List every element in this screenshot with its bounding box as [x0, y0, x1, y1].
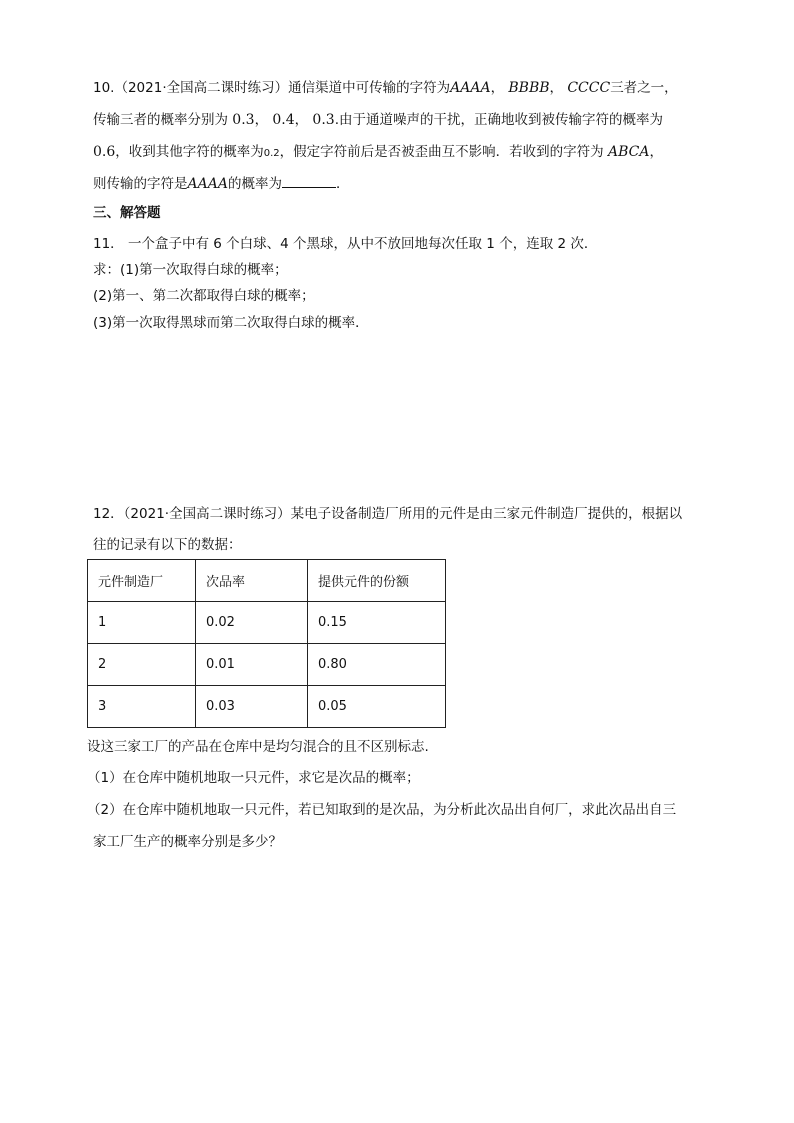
table-header-row: [88, 560, 446, 602]
table-cell: 2: [88, 644, 196, 686]
math-bbbb: BBBB: [508, 80, 550, 96]
table-header: 元件制造厂: [88, 560, 196, 602]
table-cell: 0.80: [308, 644, 446, 686]
table-header: 提供元件的份额: [308, 560, 446, 602]
q11-line-1: 11． 一个盒子中有 6 个白球、4 个黑球，从中不放回地每次任取 1 个，连取 2 次．: [93, 236, 598, 252]
q12-line-2: 往的记录有以下的数据：: [93, 537, 242, 553]
math-cccc: CCCC: [567, 80, 611, 96]
table-cell: 0.01: [196, 644, 308, 686]
q12-line-1: 12．（2021·全国高二课时练习）某电子设备制造厂所用的元件是由三家元件制造厂提供的，根据以: [93, 506, 683, 522]
q10-line-2: 传输三者的概率分别为 0.3， 0.4， 0.3.由于通道噪声的干扰，正确地收到被传输字符的概率为: [93, 112, 663, 128]
q11-line-2: 求：(1)第一次取得白球的概率；: [93, 262, 288, 278]
math-aaaa: AAAA: [450, 80, 491, 96]
table-row: [88, 686, 446, 728]
q12-line-4: （1）在仓库中随机地取一只元件，求它是次品的概率；: [87, 770, 420, 786]
q12-line-6: 家工厂生产的概率分别是多少？: [93, 834, 282, 850]
table-row: [88, 602, 446, 644]
table-cell: 0.02: [196, 602, 308, 644]
q11-line-4: (3)第一次取得黑球而第二次取得白球的概率．: [93, 315, 369, 331]
q10-line-4: 则传输的字符是AAAA的概率为 ．: [93, 176, 350, 192]
table-cell: 0.15: [308, 602, 446, 644]
table-cell: 1: [88, 602, 196, 644]
q10-line-3: 0.6，收到其他字符的概率为0.2，假定字符前后是否被歪曲互不影响．若收到的字符为 ABCA，: [93, 144, 663, 160]
table-cell: 0.03: [196, 686, 308, 728]
q10-line-1: 10.（2021·全国高二课时练习）通信渠道中可传输的字符为AAAA， BBBB， CCCC三者之一，: [93, 80, 678, 96]
q11-line-3: (2)第一、第二次都取得白球的概率；: [93, 288, 315, 304]
table-header: 次品率: [196, 560, 308, 602]
q12-line-3: 设这三家工厂的产品在仓库中是均匀混合的且不区别标志.: [87, 739, 429, 755]
table-cell: 0.05: [308, 686, 446, 728]
section-heading: 三、解答题: [93, 205, 161, 221]
math-abca: ABCA: [607, 144, 650, 160]
table-cell: 3: [88, 686, 196, 728]
answer-blank: [282, 175, 336, 188]
data-table: [87, 559, 446, 728]
q12-line-5: （2）在仓库中随机地取一只元件，若已知取到的是次品，为分析此次品出自何厂，求此次品出自三: [87, 802, 677, 818]
table-row: [88, 644, 446, 686]
